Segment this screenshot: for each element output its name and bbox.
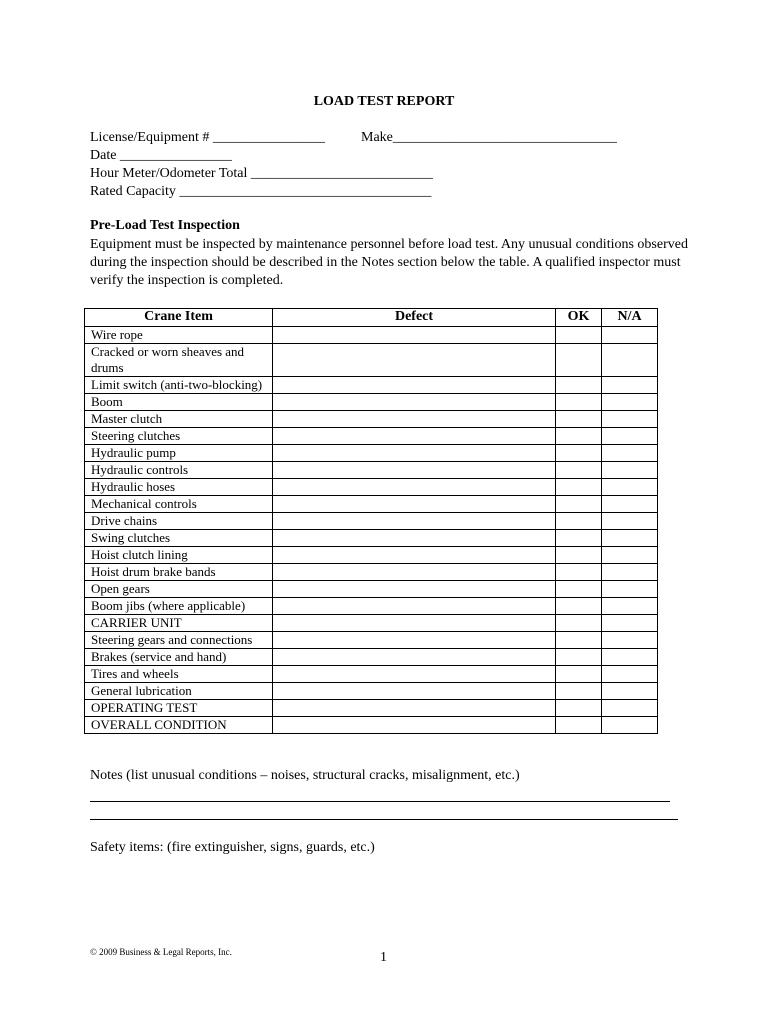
ok-cell[interactable] bbox=[556, 327, 602, 344]
notes-line-2 bbox=[90, 819, 678, 820]
defect-cell[interactable] bbox=[273, 632, 556, 649]
document-title: LOAD TEST REPORT bbox=[313, 94, 455, 109]
na-cell[interactable] bbox=[602, 632, 658, 649]
rated-capacity-field: Rated Capacity ____________________________________ bbox=[90, 184, 432, 199]
ok-cell[interactable] bbox=[556, 411, 602, 428]
ok-cell[interactable] bbox=[556, 598, 602, 615]
table-body bbox=[85, 327, 658, 734]
table-row bbox=[85, 564, 658, 581]
header-na: N/A bbox=[602, 309, 658, 327]
na-cell[interactable] bbox=[602, 462, 658, 479]
crane-item-cell: Limit switch (anti-two-blocking) bbox=[85, 377, 273, 394]
ok-cell[interactable] bbox=[556, 530, 602, 547]
defect-cell[interactable] bbox=[273, 479, 556, 496]
na-cell[interactable] bbox=[602, 377, 658, 394]
ok-cell[interactable] bbox=[556, 547, 602, 564]
ok-cell[interactable] bbox=[556, 344, 602, 377]
crane-item-cell: Cracked or worn sheaves and drums bbox=[85, 344, 273, 377]
make-field: Make________________________________ bbox=[361, 130, 617, 145]
crane-item-cell: Open gears bbox=[85, 581, 273, 598]
instructions-paragraph: Equipment must be inspected by maintenance personnel before load test. Any unusual conditions observed during the inspection should be described in the Notes section below the table. A qualified inspector must verify the inspection is completed. bbox=[90, 237, 688, 288]
table-row bbox=[85, 377, 658, 394]
na-cell[interactable] bbox=[602, 700, 658, 717]
ok-cell[interactable] bbox=[556, 700, 602, 717]
crane-item-cell: Drive chains bbox=[85, 513, 273, 530]
table-row bbox=[85, 327, 658, 344]
crane-item-cell: Hoist clutch lining bbox=[85, 547, 273, 564]
table-header-row bbox=[85, 309, 658, 327]
ok-cell[interactable] bbox=[556, 513, 602, 530]
hour-meter-field: Hour Meter/Odometer Total __________________________ bbox=[90, 166, 433, 181]
na-cell[interactable] bbox=[602, 479, 658, 496]
na-cell[interactable] bbox=[602, 445, 658, 462]
crane-item-cell: Hydraulic pump bbox=[85, 445, 273, 462]
defect-cell[interactable] bbox=[273, 547, 556, 564]
table-row bbox=[85, 530, 658, 547]
date-field: Date ________________ bbox=[90, 148, 232, 163]
ok-cell[interactable] bbox=[556, 632, 602, 649]
crane-item-cell: General lubrication bbox=[85, 683, 273, 700]
ok-cell[interactable] bbox=[556, 615, 602, 632]
crane-item-cell: Wire rope bbox=[85, 327, 273, 344]
table-row bbox=[85, 717, 658, 734]
crane-item-cell: Hoist drum brake bands bbox=[85, 564, 273, 581]
crane-item-cell: Hydraulic hoses bbox=[85, 479, 273, 496]
ok-cell[interactable] bbox=[556, 564, 602, 581]
na-cell[interactable] bbox=[602, 717, 658, 734]
crane-item-cell: Swing clutches bbox=[85, 530, 273, 547]
header-defect: Defect bbox=[273, 309, 556, 327]
ok-cell[interactable] bbox=[556, 649, 602, 666]
na-cell[interactable] bbox=[602, 564, 658, 581]
table-row bbox=[85, 513, 658, 530]
table-row bbox=[85, 700, 658, 717]
table-row bbox=[85, 394, 658, 411]
crane-item-cell: Tires and wheels bbox=[85, 666, 273, 683]
na-cell[interactable] bbox=[602, 513, 658, 530]
table-row bbox=[85, 598, 658, 615]
defect-cell[interactable] bbox=[273, 411, 556, 428]
defect-cell[interactable] bbox=[273, 428, 556, 445]
na-cell[interactable] bbox=[602, 683, 658, 700]
table-row bbox=[85, 344, 658, 377]
crane-item-cell: Steering gears and connections bbox=[85, 632, 273, 649]
table-row bbox=[85, 462, 658, 479]
crane-item-cell: Hydraulic controls bbox=[85, 462, 273, 479]
na-cell[interactable] bbox=[602, 581, 658, 598]
defect-cell[interactable] bbox=[273, 615, 556, 632]
crane-item-cell: Boom jibs (where applicable) bbox=[85, 598, 273, 615]
na-cell[interactable] bbox=[602, 428, 658, 445]
table-row bbox=[85, 666, 658, 683]
na-cell[interactable] bbox=[602, 666, 658, 683]
table-row bbox=[85, 479, 658, 496]
crane-item-cell: OPERATING TEST bbox=[85, 700, 273, 717]
na-cell[interactable] bbox=[602, 411, 658, 428]
section-title: Pre-Load Test Inspection bbox=[90, 218, 240, 233]
table-row bbox=[85, 649, 658, 666]
defect-cell[interactable] bbox=[273, 649, 556, 666]
na-cell[interactable] bbox=[602, 496, 658, 513]
crane-item-cell: Steering clutches bbox=[85, 428, 273, 445]
table-row bbox=[85, 683, 658, 700]
ok-cell[interactable] bbox=[556, 717, 602, 734]
ok-cell[interactable] bbox=[556, 462, 602, 479]
ok-cell[interactable] bbox=[556, 377, 602, 394]
defect-cell[interactable] bbox=[273, 581, 556, 598]
defect-cell[interactable] bbox=[273, 683, 556, 700]
defect-cell[interactable] bbox=[273, 717, 556, 734]
na-cell[interactable] bbox=[602, 344, 658, 377]
header-ok: OK bbox=[556, 309, 602, 327]
defect-cell[interactable] bbox=[273, 344, 556, 377]
crane-item-cell: CARRIER UNIT bbox=[85, 615, 273, 632]
table-row bbox=[85, 581, 658, 598]
table-row bbox=[85, 547, 658, 564]
ok-cell[interactable] bbox=[556, 479, 602, 496]
crane-item-cell: Brakes (service and hand) bbox=[85, 649, 273, 666]
table-row bbox=[85, 428, 658, 445]
copyright-footer: © 2009 Business & Legal Reports, Inc. bbox=[90, 947, 232, 957]
crane-item-cell: Boom bbox=[85, 394, 273, 411]
ok-cell[interactable] bbox=[556, 445, 602, 462]
ok-cell[interactable] bbox=[556, 428, 602, 445]
ok-cell[interactable] bbox=[556, 394, 602, 411]
ok-cell[interactable] bbox=[556, 581, 602, 598]
defect-cell[interactable] bbox=[273, 530, 556, 547]
defect-cell[interactable] bbox=[273, 377, 556, 394]
defect-cell[interactable] bbox=[273, 564, 556, 581]
na-cell[interactable] bbox=[602, 649, 658, 666]
defect-cell[interactable] bbox=[273, 445, 556, 462]
license-field: License/Equipment # ________________ bbox=[90, 130, 325, 145]
ok-cell[interactable] bbox=[556, 496, 602, 513]
ok-cell[interactable] bbox=[556, 666, 602, 683]
defect-cell[interactable] bbox=[273, 394, 556, 411]
safety-items-label: Safety items: (fire extinguisher, signs, guards, etc.) bbox=[90, 840, 375, 855]
inspection-table bbox=[84, 308, 658, 734]
na-cell[interactable] bbox=[602, 547, 658, 564]
defect-cell[interactable] bbox=[273, 462, 556, 479]
na-cell[interactable] bbox=[602, 530, 658, 547]
page-number: 1 bbox=[380, 950, 387, 965]
defect-cell[interactable] bbox=[273, 666, 556, 683]
na-cell[interactable] bbox=[602, 615, 658, 632]
ok-cell[interactable] bbox=[556, 683, 602, 700]
table-row bbox=[85, 632, 658, 649]
defect-cell[interactable] bbox=[273, 598, 556, 615]
table-row bbox=[85, 496, 658, 513]
defect-cell[interactable] bbox=[273, 496, 556, 513]
table-row bbox=[85, 445, 658, 462]
defect-cell[interactable] bbox=[273, 327, 556, 344]
defect-cell[interactable] bbox=[273, 513, 556, 530]
na-cell[interactable] bbox=[602, 327, 658, 344]
crane-item-cell: OVERALL CONDITION bbox=[85, 717, 273, 734]
header-crane-item: Crane Item bbox=[85, 309, 273, 327]
table-row bbox=[85, 615, 658, 632]
crane-item-cell: Master clutch bbox=[85, 411, 273, 428]
defect-cell[interactable] bbox=[273, 700, 556, 717]
table-row bbox=[85, 411, 658, 428]
na-cell[interactable] bbox=[602, 598, 658, 615]
notes-label: Notes (list unusual conditions – noises, structural cracks, misalignment, etc.) bbox=[90, 768, 520, 783]
na-cell[interactable] bbox=[602, 394, 658, 411]
crane-item-cell: Mechanical controls bbox=[85, 496, 273, 513]
notes-line-1 bbox=[90, 801, 670, 802]
